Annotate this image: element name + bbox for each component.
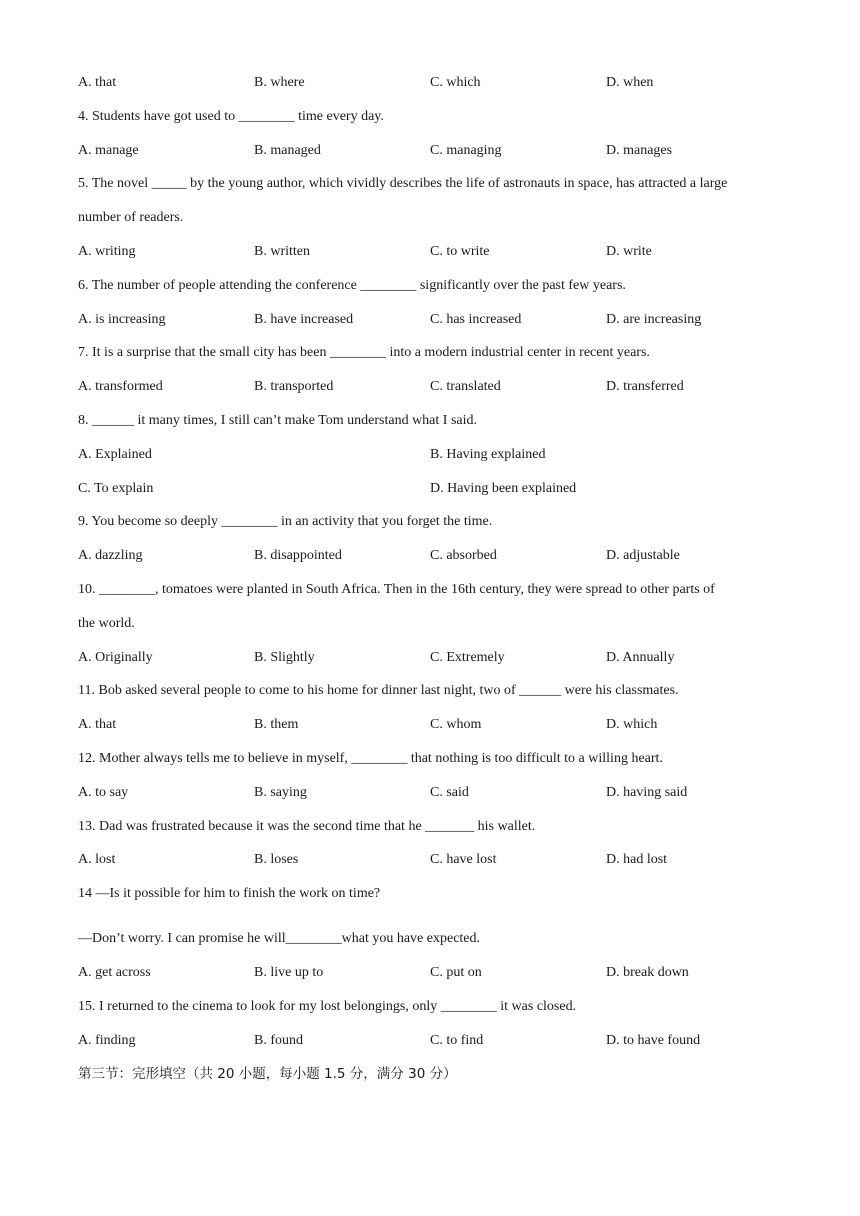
q7-option-a: A. transformed	[78, 379, 163, 394]
q14-option-c: C. put on	[430, 965, 482, 980]
q7-option-b: B. transported	[254, 379, 334, 394]
q5-option-d: D. write	[606, 244, 652, 259]
section-3-heading: 第三节：完形填空（共 20 小题，每小题 1.5 分，满分 30 分）	[78, 1066, 457, 1082]
q15-option-d: D. to have found	[606, 1033, 701, 1048]
q6-options	[78, 310, 788, 330]
q5-option-a: A. writing	[78, 244, 136, 259]
q15-stem: 15. I returned to the cinema to look for my lost belongings, only ________ it was closed.	[78, 999, 577, 1014]
q11-options	[78, 715, 788, 735]
q9-option-d: D. adjustable	[606, 548, 680, 563]
q12-stem: 12. Mother always tells me to believe in myself, ________ that nothing is too difficult to a willing heart.	[78, 751, 663, 766]
q12-options	[78, 783, 788, 803]
q14-stem-line2: —Don’t worry. I can promise he will________what you have expected.	[78, 931, 481, 946]
q10-options	[78, 648, 788, 668]
q13-option-b: B. loses	[254, 852, 299, 867]
q5-option-b: B. written	[254, 244, 310, 259]
q13-option-c: C. have lost	[430, 852, 497, 867]
q13-option-a: A. lost	[78, 852, 116, 867]
q9-option-a: A. dazzling	[78, 548, 143, 563]
q15-option-c: C. to find	[430, 1033, 484, 1048]
q6-option-a: A. is increasing	[78, 312, 166, 327]
q7-option-c: C. translated	[430, 379, 501, 394]
q14-options	[78, 963, 788, 983]
q7-stem: 7. It is a surprise that the small city has been ________ into a modern industrial center in recent years.	[78, 345, 650, 360]
q8-option-c: C. To explain	[78, 481, 154, 496]
q4-options	[78, 141, 788, 161]
q14-option-b: B. live up to	[254, 965, 324, 980]
q5-option-c: C. to write	[430, 244, 490, 259]
q11-option-b: B. them	[254, 717, 299, 732]
q7-option-d: D. transferred	[606, 379, 684, 394]
q10-stem-line1: 10. ________, tomatoes were planted in South Africa. Then in the 16th century, they were spread to other parts of	[78, 582, 715, 597]
q10-option-b: B. Slightly	[254, 650, 315, 665]
q6-option-c: C. has increased	[430, 312, 522, 327]
q9-option-c: C. absorbed	[430, 548, 497, 563]
q3-option-a: A. that	[78, 75, 117, 90]
q12-option-d: D. having said	[606, 785, 688, 800]
q10-stem-line2: the world.	[78, 616, 135, 631]
q10-option-c: C. Extremely	[430, 650, 505, 665]
q15-options	[78, 1031, 788, 1051]
q8-options-row1	[78, 445, 788, 465]
q3-option-d: D. when	[606, 75, 654, 90]
q4-option-a: A. manage	[78, 143, 139, 158]
q8-stem: 8. ______ it many times, I still can’t make Tom understand what I said.	[78, 413, 477, 428]
q13-stem: 13. Dad was frustrated because it was the second time that he _______ his wallet.	[78, 819, 536, 834]
q8-options-row2	[78, 479, 788, 499]
q9-options	[78, 546, 788, 566]
q12-option-b: B. saying	[254, 785, 307, 800]
q5-stem-line2: number of readers.	[78, 210, 184, 225]
q15-option-b: B. found	[254, 1033, 303, 1048]
q11-option-a: A. that	[78, 717, 117, 732]
q6-option-d: D. are increasing	[606, 312, 702, 327]
q10-option-d: D. Annually	[606, 650, 675, 665]
q12-option-a: A. to say	[78, 785, 129, 800]
q8-option-a: A. Explained	[78, 447, 152, 462]
q3-option-c: C. which	[430, 75, 481, 90]
q4-stem: 4. Students have got used to ________ time every day.	[78, 109, 384, 124]
q15-option-a: A. finding	[78, 1033, 136, 1048]
q4-option-b: B. managed	[254, 143, 321, 158]
q13-option-d: D. had lost	[606, 852, 668, 867]
q5-stem-line1: 5. The novel _____ by the young author, which vividly describes the life of astronauts in space, has attracted a large	[78, 176, 728, 191]
q14-stem-line1: 14 —Is it possible for him to finish the work on time?	[78, 886, 381, 901]
q12-option-c: C. said	[430, 785, 469, 800]
q6-option-b: B. have increased	[254, 312, 354, 327]
q14-option-d: D. break down	[606, 965, 689, 980]
q7-options	[78, 377, 788, 397]
q10-option-a: A. Originally	[78, 650, 153, 665]
q9-option-b: B. disappointed	[254, 548, 342, 563]
q3-options	[78, 73, 788, 93]
q9-stem: 9. You become so deeply ________ in an activity that you forget the time.	[78, 514, 493, 529]
q11-stem: 11. Bob asked several people to come to his home for dinner last night, two of ______ were his classmates.	[78, 683, 679, 698]
q4-option-c: C. managing	[430, 143, 502, 158]
q14-option-a: A. get across	[78, 965, 151, 980]
q4-option-d: D. manages	[606, 143, 673, 158]
q11-option-c: C. whom	[430, 717, 482, 732]
q13-options	[78, 850, 788, 870]
q3-option-b: B. where	[254, 75, 305, 90]
q6-stem: 6. The number of people attending the conference ________ significantly over the past few years.	[78, 278, 626, 293]
q8-option-d: D. Having been explained	[430, 481, 577, 496]
q5-options	[78, 242, 788, 262]
q8-option-b: B. Having explained	[430, 447, 546, 462]
q11-option-d: D. which	[606, 717, 658, 732]
